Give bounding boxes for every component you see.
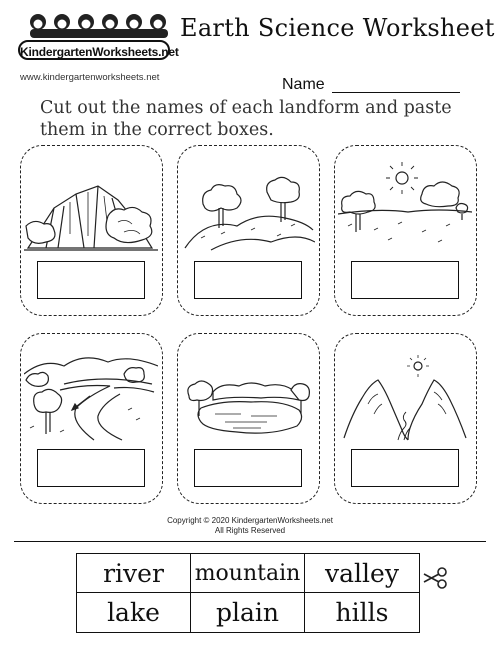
- website-url: www.kindergartenworksheets.net: [20, 72, 160, 83]
- name-label: Name: [282, 76, 325, 93]
- worksheet-title: Earth Science Worksheet: [180, 14, 495, 42]
- answer-box-river[interactable]: [37, 449, 145, 487]
- answer-box-valley[interactable]: [351, 449, 459, 487]
- copyright-line1: Copyright © 2020 KindergartenWorksheets.net: [167, 516, 333, 525]
- instructions-text: Cut out the names of each landform and paste them in the correct boxes.: [40, 98, 452, 140]
- card-hills: [177, 145, 320, 316]
- site-logo: KindergartenWorksheets.net: [18, 40, 170, 60]
- river-illustration: [24, 344, 158, 444]
- cut-line: [14, 541, 486, 542]
- copyright-notice: [0, 516, 500, 536]
- valley-illustration: [338, 344, 472, 444]
- logo-children-icon: [26, 12, 172, 38]
- hills-illustration: [181, 156, 315, 256]
- word-plain[interactable]: plain: [191, 593, 305, 632]
- word-river[interactable]: river: [77, 554, 191, 593]
- word-valley[interactable]: valley: [305, 554, 419, 593]
- word-lake[interactable]: lake: [77, 593, 191, 632]
- word-hills[interactable]: hills: [335, 598, 389, 627]
- name-field-line[interactable]: [332, 92, 460, 93]
- card-river: [20, 333, 163, 504]
- card-plain: [334, 145, 477, 316]
- answer-box-lake[interactable]: [194, 449, 302, 487]
- plain-illustration: [338, 156, 472, 256]
- answer-box-hills[interactable]: [194, 261, 302, 299]
- word-bank-table: [76, 553, 420, 633]
- answer-box-mountain[interactable]: [37, 261, 145, 299]
- word-mountain[interactable]: mountain: [191, 554, 305, 593]
- card-lake: [177, 333, 320, 504]
- card-valley: [334, 333, 477, 504]
- card-mountain: [20, 145, 163, 316]
- scissors-icon: [422, 567, 448, 589]
- answer-box-plain[interactable]: [351, 261, 459, 299]
- mountain-illustration: [24, 156, 158, 256]
- lake-illustration: [181, 344, 315, 444]
- copyright-line2: All Rights Reserved: [214, 526, 286, 535]
